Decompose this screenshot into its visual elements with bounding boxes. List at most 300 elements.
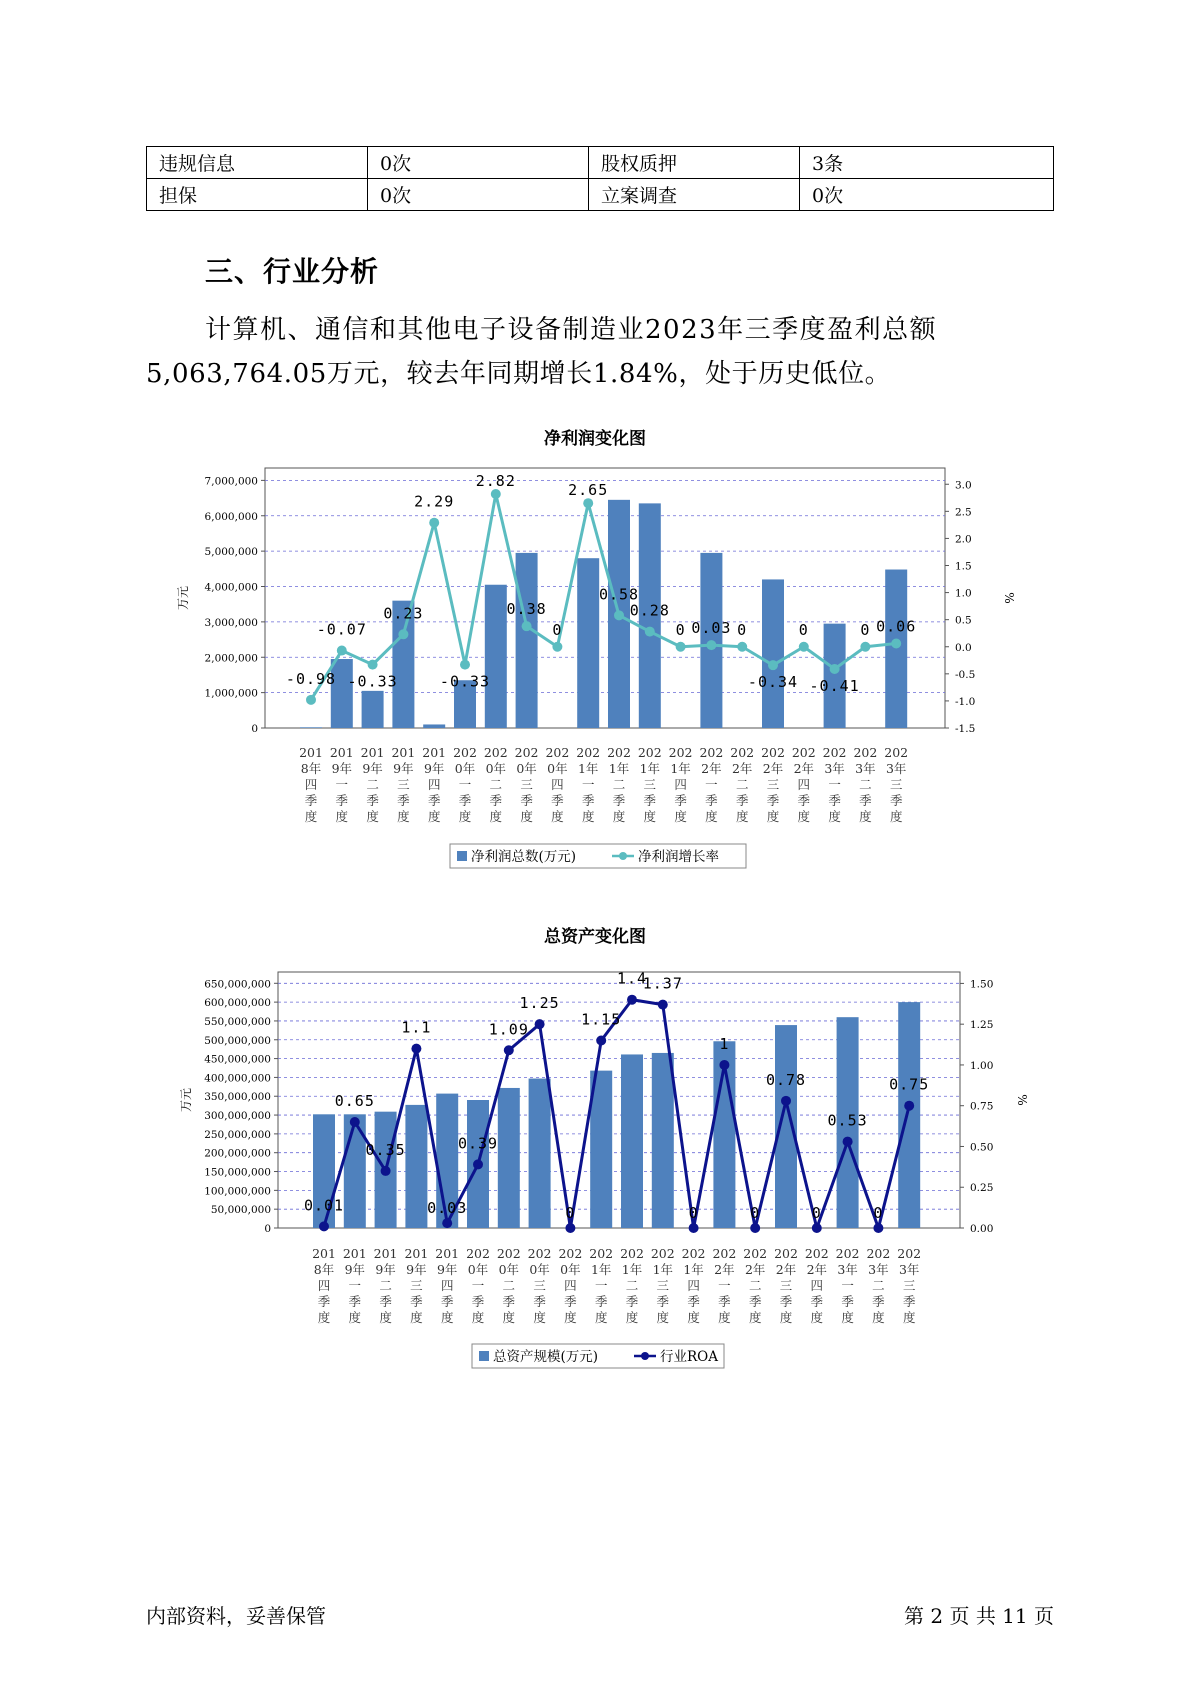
y2-tick-label: -1.0 xyxy=(955,695,976,708)
x-tick-label: 202 xyxy=(791,745,816,760)
x-tick-label: 8年 xyxy=(300,761,322,776)
x-tick-label: 季 xyxy=(564,1294,577,1309)
x-tick-label: 202 xyxy=(761,745,785,760)
x-tick-label: 度 xyxy=(551,809,564,824)
table-cell: 0次 xyxy=(368,179,589,211)
x-tick-label: 度 xyxy=(440,1310,454,1325)
x-tick-label: 二 xyxy=(859,777,872,792)
x-tick-label: 202 xyxy=(804,1246,829,1261)
x-tick-label: 季 xyxy=(872,1294,885,1309)
x-tick-label: 三 xyxy=(397,777,410,792)
bar xyxy=(498,1088,520,1228)
x-tick-label: 度 xyxy=(581,809,595,824)
x-tick-label: 季 xyxy=(735,793,749,808)
x-tick-label: 季 xyxy=(766,793,780,808)
x-tick-label: 0年 xyxy=(516,761,537,776)
x-tick-label: 季 xyxy=(502,1294,516,1309)
bar xyxy=(485,585,507,728)
data-point xyxy=(442,1218,452,1228)
y2-tick-label: 2.0 xyxy=(955,533,972,546)
data-label: 1.4 xyxy=(616,969,648,988)
x-tick-label: 度 xyxy=(397,809,410,824)
x-tick-label: 度 xyxy=(859,809,872,824)
x-tick-label: 9年 xyxy=(362,761,383,776)
data-label: 0.28 xyxy=(629,601,670,620)
y-tick-label: 0 xyxy=(264,1223,271,1235)
x-tick-label: 度 xyxy=(471,1310,485,1325)
x-tick-label: 1年 xyxy=(577,761,599,776)
data-label: 1.25 xyxy=(519,994,560,1013)
x-tick-label: 201 xyxy=(360,745,385,760)
x-tick-label: 202 xyxy=(637,745,662,760)
y-tick-label: 1,000,000 xyxy=(204,687,258,700)
data-point xyxy=(706,640,716,650)
bar xyxy=(362,691,384,728)
data-label: 0 xyxy=(798,620,809,639)
data-label: -0.98 xyxy=(285,669,337,688)
y-tick-label: 4,000,000 xyxy=(204,581,258,594)
data-label: 0 xyxy=(552,620,563,639)
chart-title: 总资产变化图 xyxy=(544,927,646,947)
x-tick-label: 季 xyxy=(687,1294,700,1309)
x-tick-label: 三 xyxy=(902,1278,916,1293)
data-point xyxy=(552,642,562,652)
x-tick-label: 度 xyxy=(779,1310,793,1325)
x-tick-label: 202 xyxy=(866,1246,891,1261)
data-point xyxy=(719,1060,729,1070)
data-label: 0.23 xyxy=(383,604,424,623)
x-tick-label: 度 xyxy=(748,1310,762,1325)
x-tick-label: 2年 xyxy=(762,761,784,776)
x-tick-label: 一 xyxy=(348,1278,362,1293)
x-tick-label: 度 xyxy=(643,809,657,824)
bar xyxy=(577,558,599,728)
x-tick-label: 201 xyxy=(312,1246,336,1261)
data-label: 0 xyxy=(675,620,686,639)
x-tick-label: 202 xyxy=(730,745,755,760)
x-tick-label: 202 xyxy=(607,745,631,760)
data-label: 2.65 xyxy=(568,481,609,500)
analysis-paragraph-line2: 5,063,764.05万元，较去年同期增长1.84%，处于历史低位。 xyxy=(146,359,892,389)
table-cell: 0次 xyxy=(368,147,589,179)
data-point xyxy=(535,1019,545,1029)
x-tick-label: 度 xyxy=(625,1310,639,1325)
x-tick-label: 三 xyxy=(766,777,780,792)
x-tick-label: 度 xyxy=(718,1310,731,1325)
x-tick-label: 四 xyxy=(674,777,687,792)
x-tick-label: 2年 xyxy=(714,1262,735,1277)
y2-tick-label: 2.5 xyxy=(955,506,972,519)
data-point xyxy=(627,995,637,1005)
x-tick-label: 度 xyxy=(810,1310,824,1325)
table-cell: 股权质押 xyxy=(589,147,800,179)
x-tick-label: 202 xyxy=(774,1246,798,1261)
x-tick-label: 0年 xyxy=(467,1262,489,1277)
x-tick-label: 三 xyxy=(410,1278,423,1293)
x-tick-label: 度 xyxy=(533,1310,546,1325)
x-tick-label: 9年 xyxy=(375,1262,396,1277)
y-tick-label: 200,000,000 xyxy=(204,1147,271,1160)
x-tick-label: 3年 xyxy=(898,1262,920,1277)
x-tick-label: 201 xyxy=(435,1246,460,1261)
data-point xyxy=(904,1101,914,1111)
data-label: 2.29 xyxy=(414,492,455,511)
x-tick-label: 二 xyxy=(735,777,749,792)
data-label: -0.33 xyxy=(347,672,398,691)
x-tick-label: 季 xyxy=(520,793,533,808)
x-tick-label: 0年 xyxy=(498,1262,520,1277)
x-tick-label: 度 xyxy=(797,809,811,824)
x-tick-label: 8年 xyxy=(313,1262,335,1277)
data-point xyxy=(799,642,809,652)
x-tick-label: 度 xyxy=(612,809,626,824)
data-label: 0.03 xyxy=(427,1199,468,1218)
data-point xyxy=(750,1223,760,1233)
x-tick-label: 9年 xyxy=(406,1262,427,1277)
x-tick-label: 四 xyxy=(440,1278,454,1293)
x-tick-label: 9年 xyxy=(331,761,353,776)
bar xyxy=(824,624,846,728)
data-point xyxy=(596,1035,606,1045)
x-tick-label: 季 xyxy=(859,793,872,808)
total-assets-chart xyxy=(0,918,1191,1378)
x-tick-label: 度 xyxy=(687,1310,700,1325)
x-tick-label: 9年 xyxy=(344,1262,366,1277)
legend-line-marker xyxy=(641,1352,649,1360)
y2-tick-label: 1.50 xyxy=(970,978,994,991)
x-tick-label: 一 xyxy=(828,777,841,792)
data-point xyxy=(768,660,778,670)
data-point xyxy=(398,629,408,639)
y2-tick-label: 1.0 xyxy=(955,587,972,600)
x-tick-label: 四 xyxy=(810,1278,824,1293)
x-tick-label: 201 xyxy=(299,745,323,760)
data-label: 0 xyxy=(565,1204,576,1222)
x-tick-label: 度 xyxy=(766,809,780,824)
x-tick-label: 季 xyxy=(581,793,595,808)
x-tick-label: 三 xyxy=(533,1278,546,1293)
data-label: 2.82 xyxy=(475,472,516,490)
x-tick-label: 季 xyxy=(458,793,472,808)
data-point xyxy=(350,1117,360,1127)
x-tick-label: 四 xyxy=(317,1278,331,1293)
x-tick-label: 202 xyxy=(589,1246,614,1261)
data-label: 1 xyxy=(719,1034,730,1053)
x-tick-label: 202 xyxy=(835,1246,860,1261)
y2-tick-label: 0.5 xyxy=(955,614,972,627)
x-tick-label: 三 xyxy=(643,777,657,792)
bar xyxy=(405,1105,427,1228)
chart-title: 净利润变化图 xyxy=(544,429,646,449)
y2-tick-label: 0.0 xyxy=(955,641,972,654)
x-tick-label: 季 xyxy=(410,1294,423,1309)
x-tick-label: 季 xyxy=(304,793,318,808)
x-tick-label: 2年 xyxy=(731,761,753,776)
x-tick-label: 季 xyxy=(705,793,718,808)
x-tick-label: 202 xyxy=(545,745,570,760)
x-tick-label: 四 xyxy=(551,777,564,792)
x-tick-label: 度 xyxy=(427,809,441,824)
risk-info-table xyxy=(146,146,1054,211)
data-point xyxy=(491,489,501,499)
data-label: -0.07 xyxy=(316,620,367,639)
data-label: 0.03 xyxy=(691,619,732,638)
x-tick-label: 2年 xyxy=(744,1262,766,1277)
x-tick-label: 度 xyxy=(520,809,533,824)
x-tick-label: 二 xyxy=(748,1278,762,1293)
y2-tick-label: 0.50 xyxy=(970,1141,994,1154)
x-tick-label: 0年 xyxy=(529,1262,550,1277)
bar xyxy=(898,1002,920,1228)
data-point xyxy=(368,660,378,670)
data-label: 0.35 xyxy=(365,1140,406,1159)
x-tick-label: 季 xyxy=(533,1294,546,1309)
data-label: -0.33 xyxy=(439,672,491,691)
x-tick-label: 季 xyxy=(440,1294,454,1309)
data-point xyxy=(645,627,655,637)
x-tick-label: 202 xyxy=(712,1246,737,1261)
x-tick-label: 度 xyxy=(902,1310,916,1325)
data-label: 0.39 xyxy=(457,1134,499,1153)
chart-svg xyxy=(0,420,1191,880)
x-tick-label: 季 xyxy=(810,1294,824,1309)
x-tick-label: 3年 xyxy=(868,1262,889,1277)
data-label: 1.09 xyxy=(488,1020,529,1039)
x-tick-label: 度 xyxy=(656,1310,670,1325)
data-point xyxy=(614,610,624,620)
y-tick-label: 7,000,000 xyxy=(204,475,258,488)
x-tick-label: 度 xyxy=(458,809,472,824)
bar xyxy=(621,1054,643,1228)
data-point xyxy=(658,1000,668,1010)
x-tick-label: 202 xyxy=(558,1246,583,1261)
x-tick-label: 0年 xyxy=(485,761,507,776)
data-label: 0.01 xyxy=(303,1196,345,1215)
x-tick-label: 三 xyxy=(889,777,903,792)
x-tick-label: 季 xyxy=(366,793,379,808)
x-tick-label: 度 xyxy=(872,1310,885,1325)
y-tick-label: 50,000,000 xyxy=(210,1204,271,1217)
data-label: 0.78 xyxy=(765,1070,807,1089)
x-tick-label: 202 xyxy=(576,745,601,760)
x-tick-label: 一 xyxy=(594,1278,608,1293)
data-point xyxy=(504,1045,514,1055)
y-tick-label: 400,000,000 xyxy=(204,1072,271,1085)
x-tick-label: 二 xyxy=(366,777,379,792)
data-point xyxy=(843,1137,853,1147)
x-tick-label: 季 xyxy=(643,793,657,808)
data-point xyxy=(522,621,532,631)
x-tick-label: 202 xyxy=(668,745,693,760)
x-tick-label: 202 xyxy=(897,1246,922,1261)
chart-svg xyxy=(0,918,1191,1378)
x-tick-label: 202 xyxy=(620,1246,644,1261)
table-row xyxy=(147,147,1054,179)
x-tick-label: 季 xyxy=(889,793,903,808)
x-tick-label: 202 xyxy=(527,1246,552,1261)
page-number: 第 2 页 共 11 页 xyxy=(904,1604,1054,1628)
y2-tick-label: -1.5 xyxy=(955,723,976,735)
y-tick-label: 300,000,000 xyxy=(204,1110,271,1123)
x-tick-label: 202 xyxy=(681,1246,706,1261)
data-point xyxy=(429,518,439,528)
y2-tick-label: 1.5 xyxy=(955,560,972,573)
x-tick-label: 202 xyxy=(466,1246,490,1261)
table-cell: 0次 xyxy=(800,179,1054,211)
x-tick-label: 二 xyxy=(625,1278,639,1293)
x-tick-label: 202 xyxy=(514,745,539,760)
x-tick-label: 202 xyxy=(822,745,847,760)
x-tick-label: 度 xyxy=(366,809,379,824)
net-profit-chart xyxy=(0,420,1191,880)
data-point xyxy=(891,639,901,649)
x-tick-label: 季 xyxy=(625,1294,639,1309)
x-tick-label: 度 xyxy=(564,1310,577,1325)
x-tick-label: 季 xyxy=(656,1294,670,1309)
x-tick-label: 季 xyxy=(718,1294,731,1309)
x-tick-label: 季 xyxy=(828,793,841,808)
x-tick-label: 1年 xyxy=(639,761,661,776)
x-tick-label: 一 xyxy=(705,777,718,792)
y-tick-label: 3,000,000 xyxy=(204,616,258,629)
data-point xyxy=(812,1223,822,1233)
x-tick-label: 0年 xyxy=(547,761,568,776)
bar xyxy=(344,1114,366,1228)
x-tick-label: 四 xyxy=(797,777,811,792)
legend-bar-label: 总资产规模(万元) xyxy=(493,1349,599,1365)
y2-axis-label: % xyxy=(1002,592,1016,604)
table-cell: 立案调查 xyxy=(589,179,800,211)
x-tick-label: 2年 xyxy=(775,1262,797,1277)
data-label: 0.58 xyxy=(598,585,640,604)
x-tick-label: 一 xyxy=(471,1278,485,1293)
x-tick-label: 二 xyxy=(502,1278,516,1293)
x-tick-label: 2年 xyxy=(793,761,815,776)
x-tick-label: 季 xyxy=(797,793,811,808)
y2-axis-label: % xyxy=(1015,1094,1029,1106)
y2-tick-label: 0.25 xyxy=(970,1182,994,1195)
data-label: 1.15 xyxy=(581,1010,622,1029)
x-tick-label: 一 xyxy=(458,777,472,792)
x-tick-label: 度 xyxy=(502,1310,516,1325)
x-tick-label: 季 xyxy=(348,1294,362,1309)
x-tick-label: 季 xyxy=(489,793,503,808)
y-tick-label: 5,000,000 xyxy=(204,546,258,559)
x-tick-label: 四 xyxy=(304,777,318,792)
x-tick-label: 1年 xyxy=(670,761,691,776)
data-point xyxy=(319,1221,329,1231)
legend-bar-swatch xyxy=(479,1351,489,1361)
x-tick-label: 二 xyxy=(612,777,626,792)
x-tick-label: 202 xyxy=(496,1246,521,1261)
legend-line-label: 行业ROA xyxy=(660,1349,718,1365)
data-point xyxy=(337,646,347,656)
section-title: 三、行业分析 xyxy=(205,255,380,288)
x-tick-label: 二 xyxy=(872,1278,885,1293)
data-label: -0.41 xyxy=(809,676,860,695)
bar xyxy=(885,570,907,728)
data-label: 0 xyxy=(688,1204,699,1222)
data-point xyxy=(689,1223,699,1233)
data-point xyxy=(737,642,747,652)
x-tick-label: 度 xyxy=(489,809,503,824)
x-tick-label: 9年 xyxy=(423,761,445,776)
x-tick-label: 季 xyxy=(594,1294,608,1309)
x-tick-label: 度 xyxy=(889,809,903,824)
x-tick-label: 一 xyxy=(581,777,595,792)
y-axis-label: 万元 xyxy=(176,585,190,611)
data-point xyxy=(583,498,593,508)
x-tick-label: 二 xyxy=(379,1278,392,1293)
x-tick-label: 0年 xyxy=(454,761,476,776)
x-tick-label: 季 xyxy=(379,1294,392,1309)
y-tick-label: 250,000,000 xyxy=(204,1128,271,1141)
data-point xyxy=(830,664,840,674)
footer-note: 内部资料，妥善保管 xyxy=(146,1604,326,1628)
x-tick-label: 3年 xyxy=(824,761,845,776)
x-tick-label: 三 xyxy=(656,1278,670,1293)
y-tick-label: 650,000,000 xyxy=(204,978,271,991)
x-tick-label: 季 xyxy=(471,1294,485,1309)
data-label: 0 xyxy=(750,1204,761,1222)
data-label: 0 xyxy=(811,1204,822,1222)
y-tick-label: 550,000,000 xyxy=(204,1015,271,1028)
x-tick-label: 度 xyxy=(828,809,841,824)
table-row xyxy=(147,179,1054,211)
y-tick-label: 100,000,000 xyxy=(204,1185,271,1198)
legend-line-marker xyxy=(619,852,627,860)
bar xyxy=(300,727,322,728)
data-point xyxy=(411,1044,421,1054)
x-tick-label: 季 xyxy=(902,1294,916,1309)
x-tick-label: 201 xyxy=(391,745,416,760)
y-tick-label: 350,000,000 xyxy=(204,1091,271,1104)
x-tick-label: 度 xyxy=(594,1310,608,1325)
x-tick-label: 度 xyxy=(735,809,749,824)
data-label: 1.1 xyxy=(401,1018,432,1037)
x-tick-label: 1年 xyxy=(621,1262,643,1277)
data-point xyxy=(381,1166,391,1176)
x-tick-label: 202 xyxy=(743,1246,768,1261)
x-tick-label: 季 xyxy=(612,793,626,808)
bar xyxy=(652,1053,674,1228)
x-tick-label: 度 xyxy=(410,1310,423,1325)
x-tick-label: 四 xyxy=(427,777,441,792)
legend-bar-swatch xyxy=(457,851,467,861)
x-tick-label: 度 xyxy=(335,809,349,824)
x-tick-label: 9年 xyxy=(436,1262,458,1277)
data-label: -0.34 xyxy=(747,673,799,692)
x-tick-label: 202 xyxy=(650,1246,675,1261)
y-tick-label: 6,000,000 xyxy=(204,510,258,523)
data-point xyxy=(473,1159,483,1169)
x-tick-label: 1年 xyxy=(590,1262,612,1277)
x-tick-label: 9年 xyxy=(393,761,414,776)
data-point xyxy=(306,695,316,705)
y-tick-label: 0 xyxy=(251,723,258,735)
bar xyxy=(516,553,538,728)
x-tick-label: 度 xyxy=(348,1310,362,1325)
data-label: 0 xyxy=(860,620,871,639)
x-tick-label: 一 xyxy=(335,777,349,792)
x-tick-label: 201 xyxy=(329,745,354,760)
x-tick-label: 四 xyxy=(687,1278,700,1293)
x-tick-label: 0年 xyxy=(560,1262,581,1277)
y2-tick-label: 1.25 xyxy=(970,1019,994,1032)
x-tick-label: 3年 xyxy=(855,761,876,776)
y-tick-label: 450,000,000 xyxy=(204,1053,271,1066)
x-tick-label: 季 xyxy=(674,793,687,808)
